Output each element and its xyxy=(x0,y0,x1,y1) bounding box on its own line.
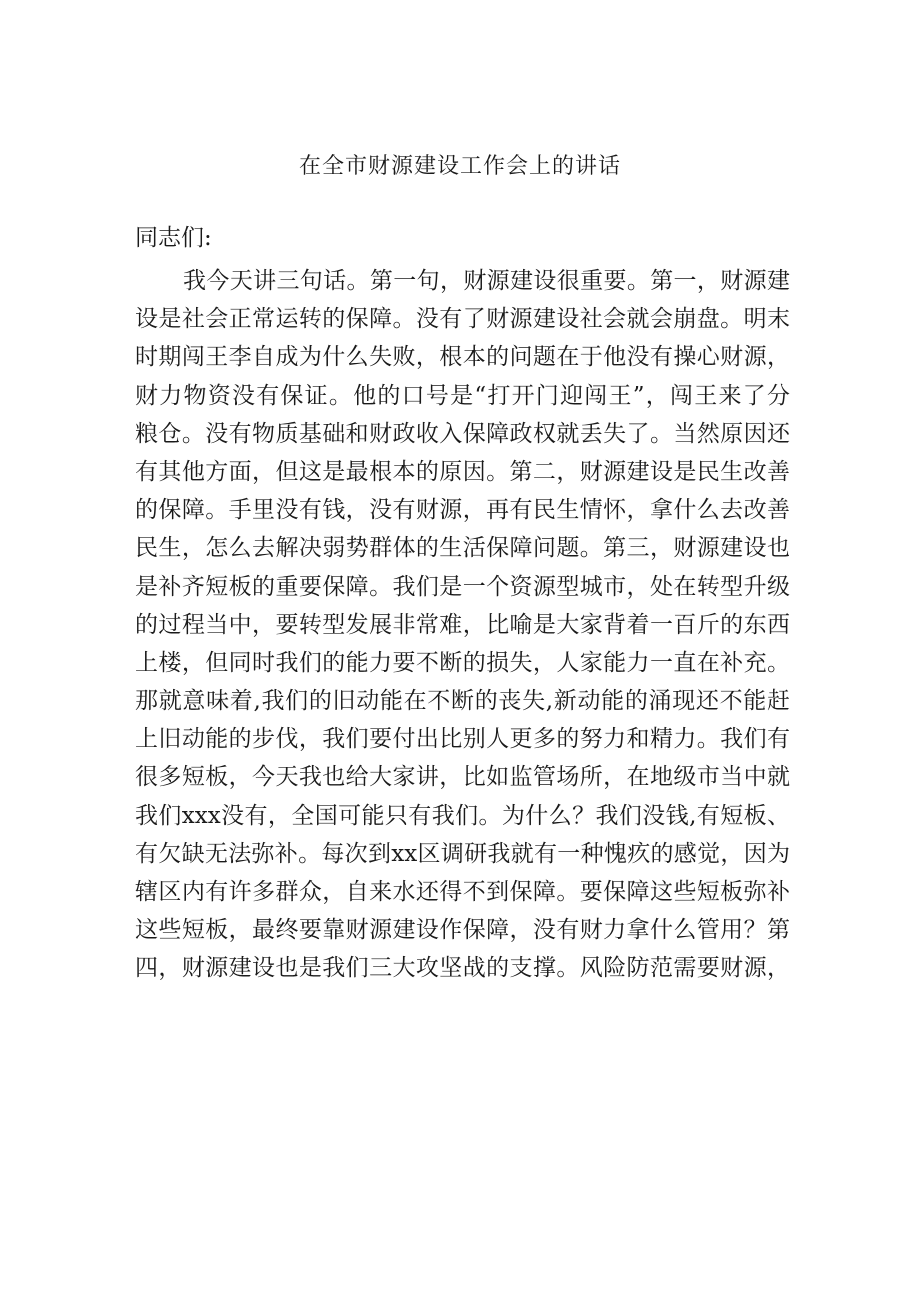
paragraph-line: 那就意味着,我们的旧动能在不断的丧失,新动能的涌现还不能赶 xyxy=(135,688,790,715)
paragraph-line: 民生，怎么去解决弱势群体的生活保障问题。第三，财源建设也 xyxy=(135,535,790,562)
paragraph-line: 有欠缺无法弥补。每次到xx区调研我就有一种愧疚的感觉，因为 xyxy=(135,840,790,867)
paragraph-line: 上旧动能的步伐，我们要付出比别人更多的努力和精力。我们有 xyxy=(135,726,790,753)
paragraph-line: 很多短板，今天我也给大家讲，比如监管场所，在地级市当中就 xyxy=(135,764,790,791)
paragraph-line: 设是社会正常运转的保障。没有了财源建设社会就会崩盘。明末 xyxy=(135,306,790,333)
paragraph-line: 我们xxx没有，全国可能只有我们。为什么？我们没钱,有短板、 xyxy=(135,802,790,829)
paragraph-line: 财力物资没有保证。他的口号是“打开门迎闯王”，闯王来了分 xyxy=(135,382,790,409)
paragraph-line: 有其他方面，但这是最根本的原因。第二，财源建设是民生改善 xyxy=(135,458,790,485)
paragraph-line: 粮仓。没有物质基础和财政收入保障政权就丢失了。当然原因还 xyxy=(135,420,790,447)
paragraph-line: 的保障。手里没有钱，没有财源，再有民生情怀，拿什么去改善 xyxy=(135,497,790,524)
paragraph-line: 时期闯王李自成为什么失败，根本的问题在于他没有操心财源， xyxy=(135,344,790,371)
body-paragraph xyxy=(135,262,790,988)
paragraph-line: 这些短板，最终要靠财源建设作保障，没有财力拿什么管用？第 xyxy=(135,917,790,944)
paragraph-line: 的过程当中，要转型发展非常难，比喻是大家背着一百斤的东西 xyxy=(135,611,790,638)
paragraph-line: 辖区内有许多群众，自来水还得不到保障。要保障这些短板弥补 xyxy=(135,879,790,905)
paragraph-line: 我今天讲三句话。第一句，财源建设很重要。第一，财源建 xyxy=(183,268,790,294)
document-title: 在全市财源建设工作会上的讲话 xyxy=(298,154,621,179)
salutation: 同志们: xyxy=(135,225,212,251)
paragraph-line: 四，财源建设也是我们三大攻坚战的支撑。风险防范需要财源， xyxy=(135,955,790,982)
paragraph-line: 是补齐短板的重要保障。我们是一个资源型城市，处在转型升级 xyxy=(135,573,790,600)
paragraph-line: 上楼，但同时我们的能力要不断的损失，人家能力一直在补充。 xyxy=(135,649,790,676)
